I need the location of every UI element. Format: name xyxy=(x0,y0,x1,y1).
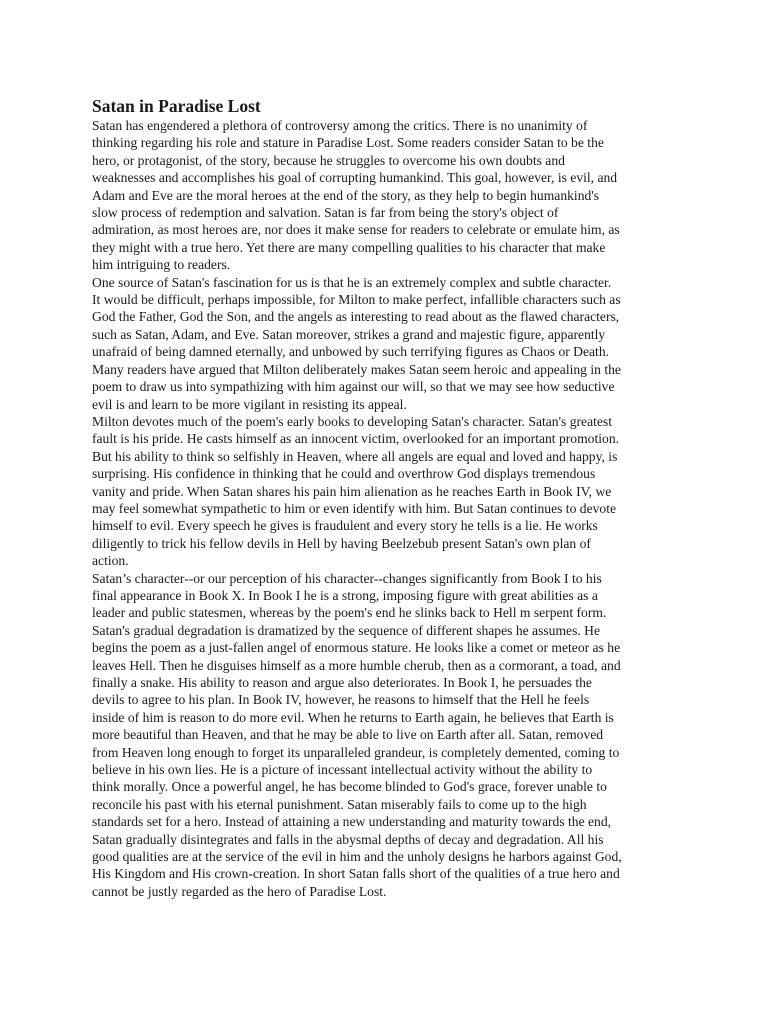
paragraph-2: One source of Satan's fascination for us is that he is an extremely complex and subtle character. It would be difficult, perhaps impossible, for Milton to make perfect, infallible characters such as God the Father, God the Son, and the angels as interesting to read about as the flawed characters, such as Satan, Adam, and Eve. Satan moreover, strikes a grand and majestic figure, apparently unafraid of being damned eternally, and unbowed by such terrifying figures as Chaos or Death. Many readers have argued that Milton deliberately makes Satan seem heroic and appealing in the poem to draw us into sympathizing with him against our will, so that we may see how seductive evil is and learn to be more vigilant in resisting its appeal. xyxy=(92,274,621,412)
document-page xyxy=(92,95,712,900)
paragraph-1: Satan has engendered a plethora of controversy among the critics. There is no unanimity of thinking regarding his role and stature in Paradise Lost. Some readers consider Satan to be the hero, or protagonist, of the story, because he struggles to overcome his own doubts and weaknesses and accomplishes his goal of corrupting humankind. This goal, however, is evil, and Adam and Eve are the moral heroes at the end of the story, as they help to begin humankind's slow process of redemption and salvation. Satan is far from being the story's object of admiration, as most heroes are, nor does it make sense for readers to celebrate or emulate him, as they might with a true hero. Yet there are many compelling qualities to his character that make him intriguing to readers. xyxy=(92,118,620,273)
document-title: Satan in Paradise Lost xyxy=(92,96,261,116)
paragraph-3: Milton devotes much of the poem's early books to developing Satan's character. Satan's greatest fault is his pride. He casts himself as an innocent victim, overlooked for an important promotion. But his ability to think so selfishly in Heaven, where all angels are equal and loved and happy, is surprising. His confidence in thinking that he could and overthrow God displays tremendous vanity and pride. When Satan shares his pain him alienation as he reaches Earth in Book IV, we may feel somewhat sympathetic to him or even identify with him. But Satan continues to devote himself to evil. Every speech he gives is fraudulent and every story he tells is a lie. He works diligently to trick his fellow devils in Hell by having Beelzebub present Satan's own plan of action. xyxy=(92,413,620,569)
paragraph-4: Satan’s character--or our perception of his character--changes significantly from Book I to his final appearance in Book X. In Book I he is a strong, imposing figure with great abilities as a leader and public statesmen, whereas by the poem's end he slinks back to Hell m serpent form. Satan's gradual degradation is dramatized by the sequence of different shapes he assumes. He begins the poem as a just-fallen angel of enormous stature. He looks like a comet or meteor as he leaves Hell. Then he disguises himself as a more humble cherub, then as a cormorant, a toad, and finally a snake. His ability to reason and argue also deteriorates. In Book I, he persuades the devils to agree to his plan. In Book IV, however, he reasons to himself that the Hell he feels inside of him is reason to do more evil. When he returns to Earth again, he believes that Earth is more beautiful than Heaven, and that he may be able to live on Earth after all. Satan, removed from Heaven long enough to forget its unparalleled grandeur, is completely demented, coming to believe in his own lies. He is a picture of incessant intellectual activity without the ability to think morally. Once a powerful angel, he has become blinded to God's grace, forever unable to reconcile his past with his eternal punishment. Satan miserably fails to come up to the high standards set for a hero. Instead of attaining a new understanding and maturity towards the end, Satan gradually disintegrates and falls in the abysmal depths of decay and degradation. All his good qualities are at the service of the evil in him and the unholy designs he harbors against God, His Kingdom and His crown-creation. In short Satan falls short of the qualities of a true hero and cannot be justly regarded as the hero of Paradise Lost. xyxy=(92,570,622,899)
